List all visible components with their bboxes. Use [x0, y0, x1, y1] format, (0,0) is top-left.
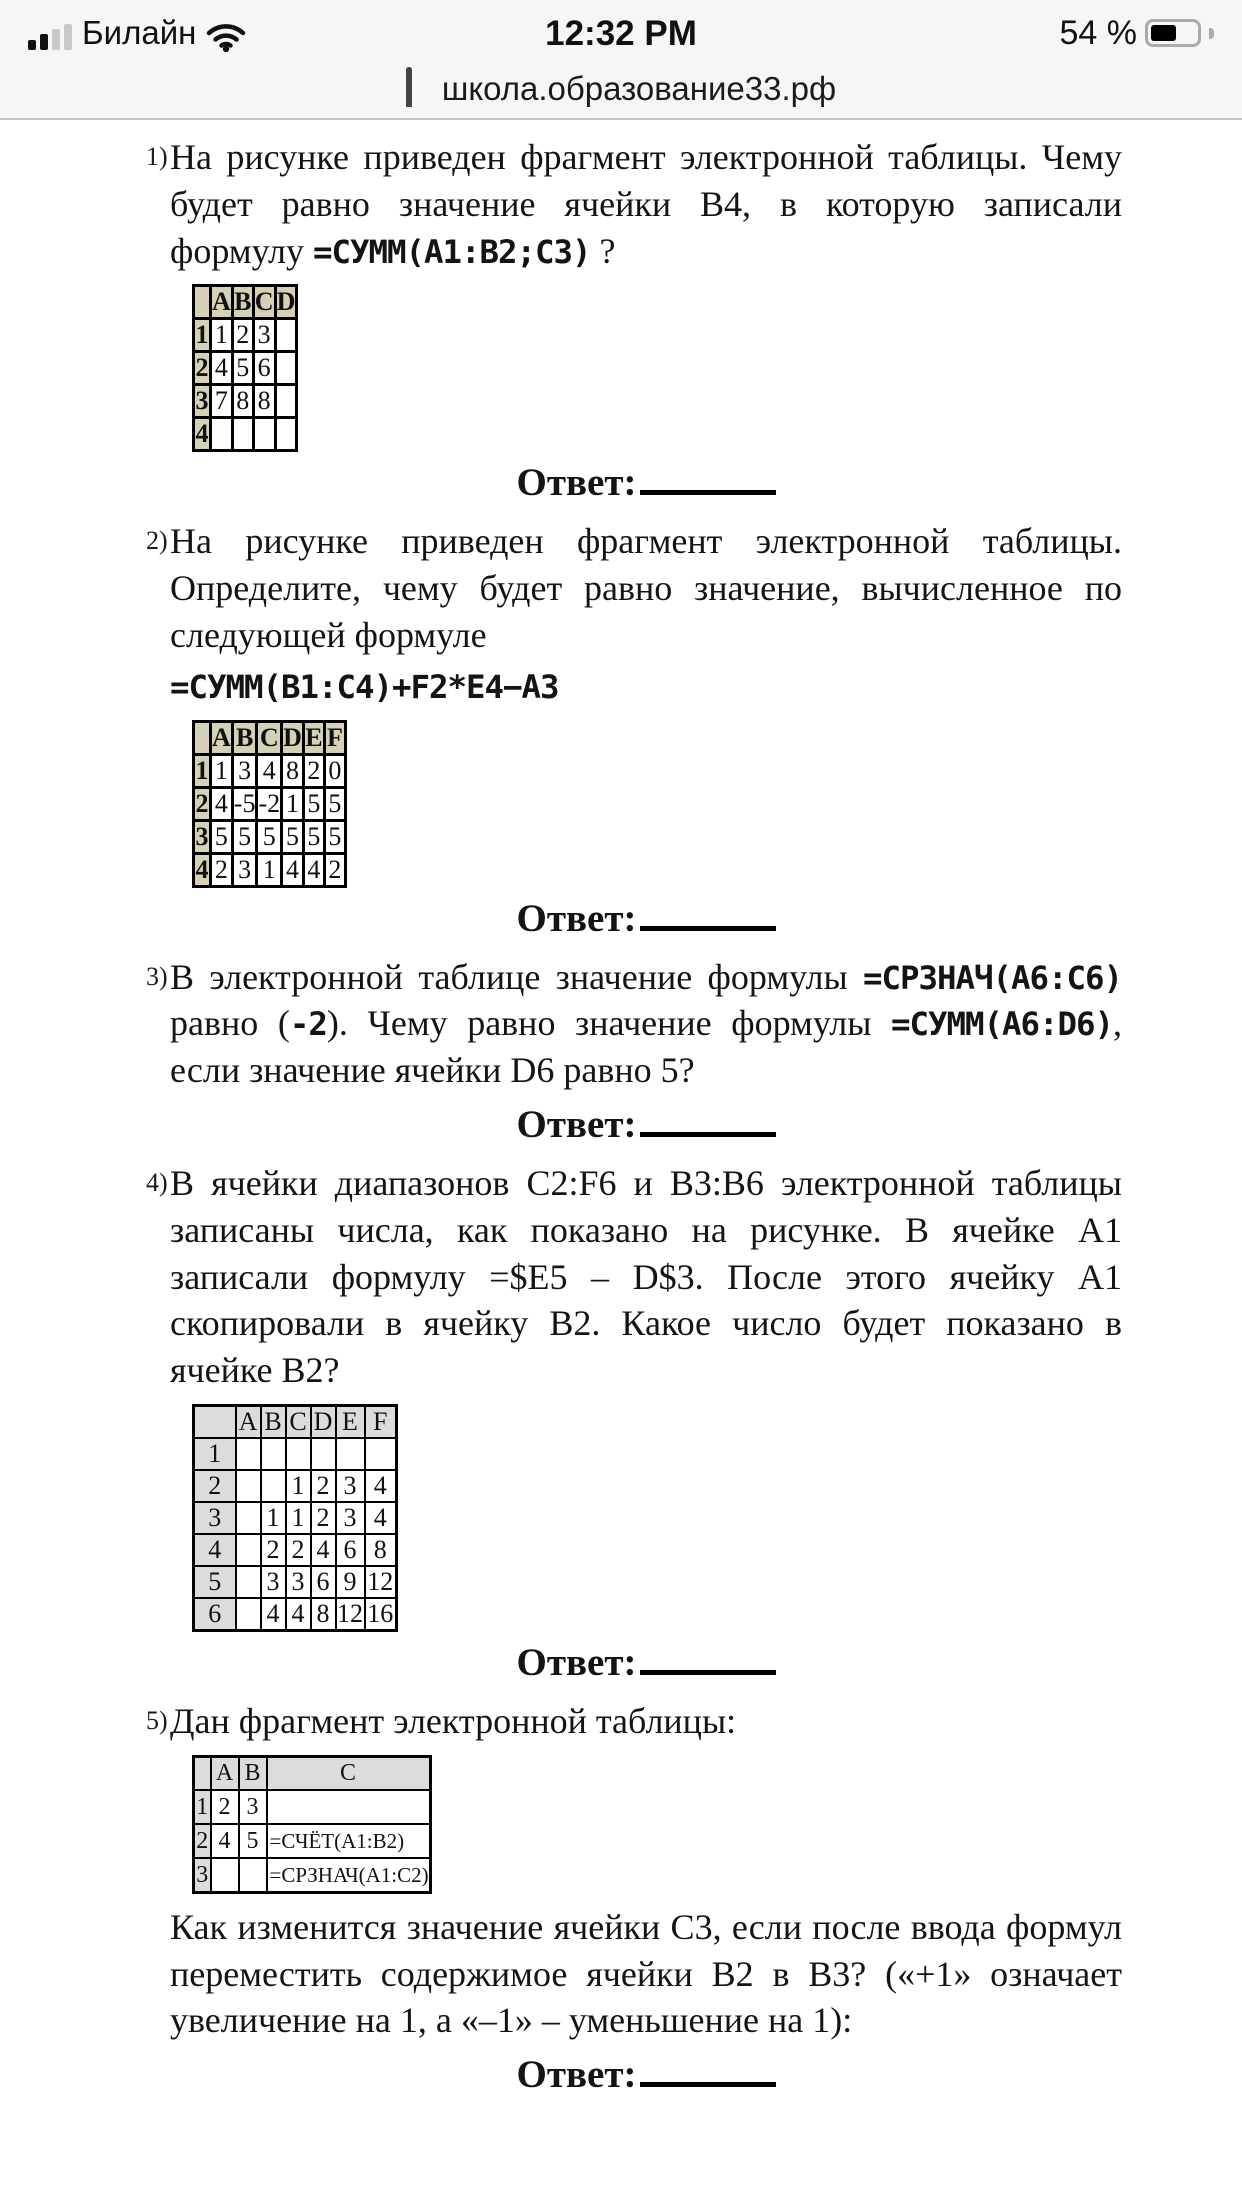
cell: [239, 1858, 267, 1892]
cell: 1: [282, 787, 304, 820]
column-header: [194, 721, 211, 754]
table-row: [194, 1790, 431, 1824]
table-row: [194, 1858, 431, 1892]
cell: 5: [239, 1824, 267, 1858]
cell: 6: [253, 352, 275, 385]
text-run: На рисунке приведен фрагмент электронной таблицы. Определите, чему будет равно значение, вычисленное по следующей формуле: [170, 521, 1122, 655]
cell: 5: [257, 820, 282, 853]
header-row: [194, 1405, 397, 1438]
cell: 2: [232, 319, 253, 352]
column-header: A: [236, 1405, 261, 1438]
cell: 5: [324, 787, 345, 820]
cell: 5: [211, 820, 233, 853]
column-header: D: [311, 1405, 336, 1438]
cell: [286, 1438, 311, 1470]
cell: 2: [324, 853, 345, 886]
cell: [211, 1858, 239, 1892]
carrier-label: Билайн: [82, 14, 197, 51]
problem-2: [146, 518, 1122, 945]
column-header: D: [282, 721, 304, 754]
answer-label: Ответ:: [516, 461, 637, 505]
answer-label: Ответ:: [516, 1102, 637, 1146]
problem-4: [146, 1160, 1122, 1690]
problem-number: 1): [146, 142, 168, 171]
formula: =СРЗНАЧ(A6:C6): [862, 958, 1122, 997]
cell: 4: [365, 1502, 397, 1534]
cell: 4: [303, 853, 324, 886]
clock: 12:32 PM: [545, 14, 697, 53]
row-header: 2: [194, 787, 211, 820]
problem-number: 2): [146, 526, 168, 556]
column-header: [194, 1405, 236, 1438]
text-run: равно (: [170, 1003, 290, 1044]
spreadsheet-table-5: [192, 1755, 432, 1894]
spreadsheet-table-4: [192, 1404, 398, 1632]
table-row: [194, 418, 297, 451]
cell: 8: [311, 1598, 336, 1631]
table-row: [194, 754, 346, 787]
row-header: 4: [194, 418, 211, 451]
column-header: C: [253, 286, 275, 319]
table-row: [194, 385, 297, 418]
cell: [261, 1438, 286, 1470]
wifi-icon: [206, 22, 246, 52]
cell: [236, 1502, 261, 1534]
cell: =СЧЁТ(A1:B2): [267, 1824, 431, 1858]
url-bar[interactable]: [0, 60, 1242, 120]
column-header: C: [257, 721, 282, 754]
table-row: [194, 1566, 397, 1598]
status-bar: [0, 0, 1242, 60]
answer-label: Ответ:: [516, 896, 637, 940]
cell: -2: [257, 787, 282, 820]
answer-row: [170, 2050, 1122, 2102]
cell: 4: [211, 352, 233, 385]
answer-label: Ответ:: [516, 2053, 637, 2097]
answer-row: [170, 894, 1122, 946]
cell: 4: [286, 1598, 311, 1631]
cell: 3: [232, 754, 257, 787]
table-row: [194, 1534, 397, 1566]
table-row: [194, 1502, 397, 1534]
column-header: B: [232, 721, 257, 754]
text-run: ?: [590, 230, 616, 271]
cell: 3: [232, 853, 257, 886]
column-header: B: [232, 286, 253, 319]
problem-3: [146, 954, 1123, 1152]
cell: [267, 1790, 431, 1824]
battery-percent: 54 %: [1059, 13, 1137, 52]
cell: 16: [365, 1598, 397, 1631]
header-row: [194, 721, 346, 754]
column-header: A: [211, 721, 233, 754]
row-header: 3: [194, 820, 211, 853]
cell: 12: [365, 1566, 397, 1598]
cell: 3: [336, 1502, 365, 1534]
table-row: [194, 853, 346, 886]
row-header: 3: [194, 1858, 211, 1892]
cell: 4: [311, 1534, 336, 1566]
cell: 4: [261, 1598, 286, 1631]
cell: 1: [257, 853, 282, 886]
row-header: 3: [194, 1502, 236, 1534]
cell-signal-icon: [28, 24, 72, 52]
cell: 2: [311, 1470, 336, 1502]
cell: -5: [232, 787, 257, 820]
cell: 9: [336, 1566, 365, 1598]
formula: =СУММ(A6:D6): [891, 1005, 1114, 1044]
table-row: [194, 1598, 397, 1631]
cell: [275, 352, 297, 385]
row-header: 1: [194, 1790, 211, 1824]
answer-blank[interactable]: [640, 458, 776, 495]
cell: 5: [303, 820, 324, 853]
cell: 8: [365, 1534, 397, 1566]
row-header: 1: [194, 319, 211, 352]
column-header: F: [324, 721, 345, 754]
cell: 5: [282, 820, 304, 853]
cell: 3: [239, 1790, 267, 1824]
cell: [236, 1470, 261, 1502]
formula-line: [170, 663, 1122, 710]
answer-blank[interactable]: [640, 894, 776, 931]
column-header: C: [267, 1756, 431, 1790]
cell: 8: [253, 385, 275, 418]
cell: 1: [211, 754, 233, 787]
battery-icon: [1145, 19, 1201, 47]
answer-blank[interactable]: [640, 1638, 776, 1675]
spreadsheet-table-2: [192, 720, 347, 888]
row-header: 6: [194, 1598, 236, 1631]
cell: =СРЗНАЧ(A1:C2): [267, 1858, 431, 1892]
url-text: школа.образование33.рф: [441, 70, 837, 107]
cell: [311, 1438, 336, 1470]
cell: 3: [286, 1566, 311, 1598]
table-row: [194, 319, 297, 352]
cell: [236, 1566, 261, 1598]
answer-blank[interactable]: [640, 2050, 776, 2087]
cell: [365, 1438, 397, 1470]
cell: 2: [311, 1502, 336, 1534]
table-row: [194, 787, 346, 820]
text-run: , если значение ячейки D6 равно 5?: [170, 1003, 1123, 1091]
row-header: 4: [194, 853, 211, 886]
cell: 4: [211, 787, 233, 820]
column-header: E: [336, 1405, 365, 1438]
formula: =СУММ(A1:B2;C3): [312, 232, 591, 271]
text-run: На рисунке приведен фрагмент электронной таблицы. Чему будет равно значение ячейки В4, в которую записали формулу: [170, 137, 1122, 271]
cell: 5: [232, 820, 257, 853]
spreadsheet-table-1: [192, 284, 298, 452]
header-row: [194, 286, 297, 319]
cell: [336, 1438, 365, 1470]
cell: [261, 1470, 286, 1502]
column-header: A: [211, 1756, 239, 1790]
text-run: ). Чему равно значение формулы: [326, 1003, 891, 1044]
battery-nub: [1209, 28, 1214, 39]
cell: 8: [232, 385, 253, 418]
problem-number: 5): [146, 1705, 168, 1735]
cell: 3: [261, 1566, 286, 1598]
cell: [236, 1534, 261, 1566]
column-header: B: [261, 1405, 286, 1438]
table-row: [194, 820, 346, 853]
cell: 3: [253, 319, 275, 352]
problem-number: 4): [146, 1167, 168, 1197]
row-header: 2: [194, 1824, 211, 1858]
cell: 2: [303, 754, 324, 787]
answer-blank[interactable]: [640, 1100, 776, 1137]
cell: 8: [282, 754, 304, 787]
column-header: F: [365, 1405, 397, 1438]
column-header: [194, 286, 211, 319]
problem-text: [170, 134, 1122, 274]
cell: 5: [232, 352, 253, 385]
cell: 4: [211, 1824, 239, 1858]
answer-row: [170, 1638, 1122, 1690]
problem-text: В ячейки диапазонов C2:F6 и B3:B6 электронной таблицы записаны числа, как показано на рисунке. В ячейке A1 записали формулу =$E5 – D$3. После этого ячейку A1 скопировали в ячейку B2. Какое число будет показано в ячейке B2?: [170, 1162, 1122, 1391]
row-header: 1: [194, 754, 211, 787]
lock-icon: [406, 70, 430, 108]
column-header: [194, 1756, 211, 1790]
cell: 1: [286, 1470, 311, 1502]
row-header: 1: [194, 1438, 236, 1470]
cell: 4: [257, 754, 282, 787]
row-header: 3: [194, 385, 211, 418]
cell: [275, 385, 297, 418]
column-header: D: [275, 286, 297, 319]
cell: 2: [286, 1534, 311, 1566]
cell: [211, 418, 233, 451]
formula: =СУММ(B1:C4)+F2*E4−A3: [170, 667, 559, 706]
cell: 1: [286, 1502, 311, 1534]
cell: [236, 1598, 261, 1631]
problem-text: Как изменится значение ячейки С3, если после ввода формул переместить содержимое ячейки В2 в В3? («+1» означает увеличение на 1, а «–1» – уменьшение на 1):: [170, 1906, 1122, 2041]
cell: [253, 418, 275, 451]
cell: 2: [211, 853, 233, 886]
cell: [275, 319, 297, 352]
answer-row: [170, 1100, 1122, 1152]
column-header: E: [303, 721, 324, 754]
answer-label: Ответ:: [516, 1640, 637, 1684]
cell: 3: [336, 1470, 365, 1502]
cell: 1: [261, 1502, 286, 1534]
formula: -2: [289, 1005, 327, 1044]
column-header: C: [286, 1405, 311, 1438]
cell: 1: [211, 319, 233, 352]
text-run: В электронной таблице значение формулы: [170, 956, 863, 997]
answer-row: [170, 458, 1122, 510]
cell: 5: [324, 820, 345, 853]
header-row: [194, 1756, 431, 1790]
cell: 12: [336, 1598, 365, 1631]
column-header: A: [211, 286, 233, 319]
page-content: [0, 120, 1242, 2102]
cell: 0: [324, 754, 345, 787]
problem-5: [146, 1698, 1122, 2102]
cell: 2: [211, 1790, 239, 1824]
cell: [232, 418, 253, 451]
cell: 5: [303, 787, 324, 820]
row-header: 5: [194, 1566, 236, 1598]
cell: 6: [336, 1534, 365, 1566]
cell: 6: [311, 1566, 336, 1598]
problem-number: 3): [146, 961, 168, 991]
table-row: [194, 352, 297, 385]
problem-intro: Дан фрагмент электронной таблицы:: [170, 1700, 737, 1741]
table-row: [194, 1824, 431, 1858]
row-header: 4: [194, 1534, 236, 1566]
problem-text: [170, 518, 1122, 658]
cell: [275, 418, 297, 451]
cell: 4: [365, 1470, 397, 1502]
cell: 4: [282, 853, 304, 886]
cell: [236, 1438, 261, 1470]
table-row: [194, 1438, 397, 1470]
problem-text: [170, 954, 1122, 1094]
cell: 7: [211, 385, 233, 418]
row-header: 2: [194, 352, 211, 385]
row-header: 2: [194, 1470, 236, 1502]
column-header: B: [239, 1756, 267, 1790]
cell: 2: [261, 1534, 286, 1566]
table-row: [194, 1470, 397, 1502]
problem-1: [146, 134, 1122, 510]
